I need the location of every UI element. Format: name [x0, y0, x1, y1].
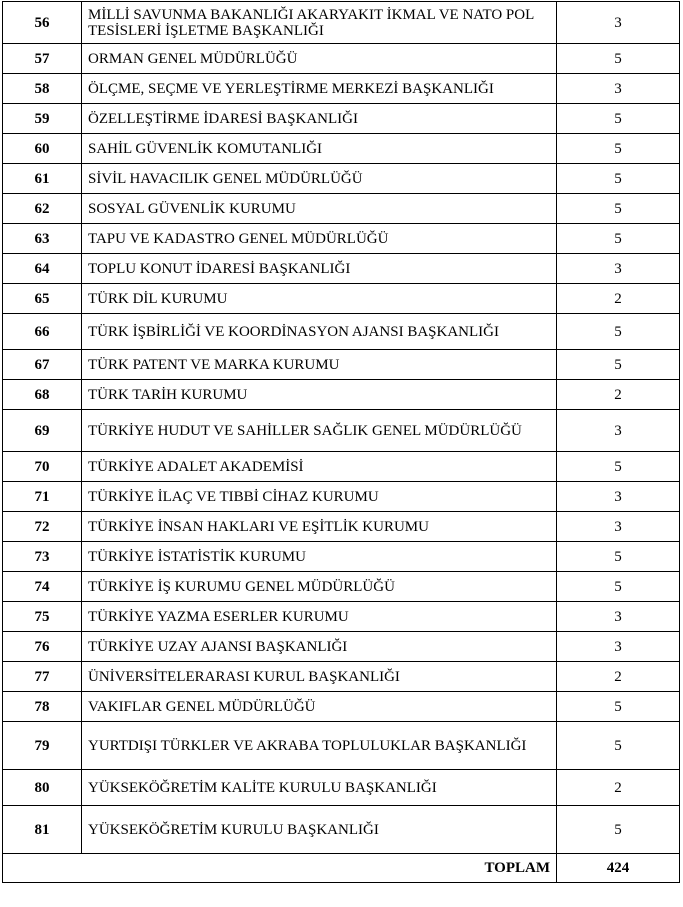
row-number: 67 — [3, 350, 82, 380]
table-row — [3, 410, 680, 452]
institution-name: YÜKSEKÖĞRETİM KALİTE KURULU BAŞKANLIĞI — [82, 770, 557, 806]
institution-name: SOSYAL GÜVENLİK KURUMU — [82, 194, 557, 224]
quota-count: 5 — [557, 104, 680, 134]
row-number: 77 — [3, 662, 82, 692]
row-number: 76 — [3, 632, 82, 662]
table-row — [3, 380, 680, 410]
row-number: 61 — [3, 164, 82, 194]
row-number: 66 — [3, 314, 82, 350]
total-value: 424 — [557, 854, 680, 883]
table-row — [3, 722, 680, 770]
table-row — [3, 806, 680, 854]
row-number: 74 — [3, 572, 82, 602]
quota-count: 5 — [557, 806, 680, 854]
total-row — [3, 854, 680, 883]
row-number: 70 — [3, 452, 82, 482]
table-row — [3, 164, 680, 194]
table-body — [3, 2, 680, 854]
row-number: 68 — [3, 380, 82, 410]
institution-name: TÜRK İŞBİRLİĞİ VE KOORDİNASYON AJANSI BAŞKANLIĞI — [82, 314, 557, 350]
institution-name: TÜRKİYE İŞ KURUMU GENEL MÜDÜRLÜĞÜ — [82, 572, 557, 602]
institution-name: TÜRKİYE YAZMA ESERLER KURUMU — [82, 602, 557, 632]
table-row — [3, 452, 680, 482]
row-number: 69 — [3, 410, 82, 452]
institution-name: TAPU VE KADASTRO GENEL MÜDÜRLÜĞÜ — [82, 224, 557, 254]
quota-count: 3 — [557, 632, 680, 662]
institution-name: SAHİL GÜVENLİK KOMUTANLIĞI — [82, 134, 557, 164]
quota-count: 5 — [557, 692, 680, 722]
quota-count: 5 — [557, 722, 680, 770]
row-number: 80 — [3, 770, 82, 806]
institution-name: TÜRKİYE UZAY AJANSI BAŞKANLIĞI — [82, 632, 557, 662]
row-number: 79 — [3, 722, 82, 770]
quota-count: 2 — [557, 380, 680, 410]
row-number: 72 — [3, 512, 82, 542]
row-number: 81 — [3, 806, 82, 854]
institution-table — [2, 1, 680, 883]
institution-name: TÜRK DİL KURUMU — [82, 284, 557, 314]
table-row — [3, 632, 680, 662]
institution-name: TÜRKİYE HUDUT VE SAHİLLER SAĞLIK GENEL MÜDÜRLÜĞÜ — [82, 410, 557, 452]
quota-count: 5 — [557, 44, 680, 74]
table-row — [3, 602, 680, 632]
table-row — [3, 482, 680, 512]
institution-name: TÜRK PATENT VE MARKA KURUMU — [82, 350, 557, 380]
table-row — [3, 350, 680, 380]
row-number: 58 — [3, 74, 82, 104]
table-row — [3, 254, 680, 284]
institution-name: TÜRKİYE İLAÇ VE TIBBİ CİHAZ KURUMU — [82, 482, 557, 512]
institution-name: TÜRKİYE İNSAN HAKLARI VE EŞİTLİK KURUMU — [82, 512, 557, 542]
quota-count: 5 — [557, 314, 680, 350]
quota-count: 5 — [557, 452, 680, 482]
quota-count: 3 — [557, 254, 680, 284]
table-row — [3, 572, 680, 602]
table-row — [3, 104, 680, 134]
institution-name: MİLLİ SAVUNMA BAKANLIĞI AKARYAKIT İKMAL VE NATO POL TESİSLERİ İŞLETME BAŞKANLIĞI — [82, 2, 557, 44]
quota-count: 5 — [557, 194, 680, 224]
row-number: 64 — [3, 254, 82, 284]
table-row — [3, 770, 680, 806]
table-row — [3, 44, 680, 74]
quota-count: 3 — [557, 602, 680, 632]
institution-name: ÖLÇME, SEÇME VE YERLEŞTİRME MERKEZİ BAŞKANLIĞI — [82, 74, 557, 104]
row-number: 75 — [3, 602, 82, 632]
table-row — [3, 194, 680, 224]
table-row — [3, 512, 680, 542]
row-number: 78 — [3, 692, 82, 722]
institution-name: YURTDIŞI TÜRKLER VE AKRABA TOPLULUKLAR BAŞKANLIĞI — [82, 722, 557, 770]
row-number: 73 — [3, 542, 82, 572]
row-number: 60 — [3, 134, 82, 164]
institution-name: ORMAN GENEL MÜDÜRLÜĞÜ — [82, 44, 557, 74]
quota-count: 2 — [557, 662, 680, 692]
row-number: 57 — [3, 44, 82, 74]
total-label: TOPLAM — [3, 854, 557, 883]
institution-name: ÖZELLEŞTİRME İDARESİ BAŞKANLIĞI — [82, 104, 557, 134]
institution-name: TÜRKİYE İSTATİSTİK KURUMU — [82, 542, 557, 572]
row-number: 71 — [3, 482, 82, 512]
row-number: 65 — [3, 284, 82, 314]
row-number: 62 — [3, 194, 82, 224]
quota-count: 5 — [557, 572, 680, 602]
institution-name: VAKIFLAR GENEL MÜDÜRLÜĞÜ — [82, 692, 557, 722]
quota-count: 5 — [557, 134, 680, 164]
quota-count: 2 — [557, 770, 680, 806]
table-row — [3, 692, 680, 722]
table-row — [3, 134, 680, 164]
quota-count: 5 — [557, 350, 680, 380]
table-row — [3, 224, 680, 254]
quota-count: 2 — [557, 284, 680, 314]
table-row — [3, 74, 680, 104]
row-number: 56 — [3, 2, 82, 44]
institution-name: TÜRK TARİH KURUMU — [82, 380, 557, 410]
table-row — [3, 314, 680, 350]
quota-count: 3 — [557, 2, 680, 44]
institution-name: SİVİL HAVACILIK GENEL MÜDÜRLÜĞÜ — [82, 164, 557, 194]
quota-count: 3 — [557, 512, 680, 542]
row-number: 59 — [3, 104, 82, 134]
quota-count: 3 — [557, 410, 680, 452]
institution-name: TÜRKİYE ADALET AKADEMİSİ — [82, 452, 557, 482]
table-row — [3, 284, 680, 314]
table-row — [3, 662, 680, 692]
table-row — [3, 2, 680, 44]
quota-count: 5 — [557, 164, 680, 194]
institution-name: TOPLU KONUT İDARESİ BAŞKANLIĞI — [82, 254, 557, 284]
quota-count: 3 — [557, 74, 680, 104]
row-number: 63 — [3, 224, 82, 254]
quota-count: 5 — [557, 542, 680, 572]
institution-name: YÜKSEKÖĞRETİM KURULU BAŞKANLIĞI — [82, 806, 557, 854]
quota-count: 3 — [557, 482, 680, 512]
institution-name: ÜNİVERSİTELERARASI KURUL BAŞKANLIĞI — [82, 662, 557, 692]
table-row — [3, 542, 680, 572]
quota-count: 5 — [557, 224, 680, 254]
